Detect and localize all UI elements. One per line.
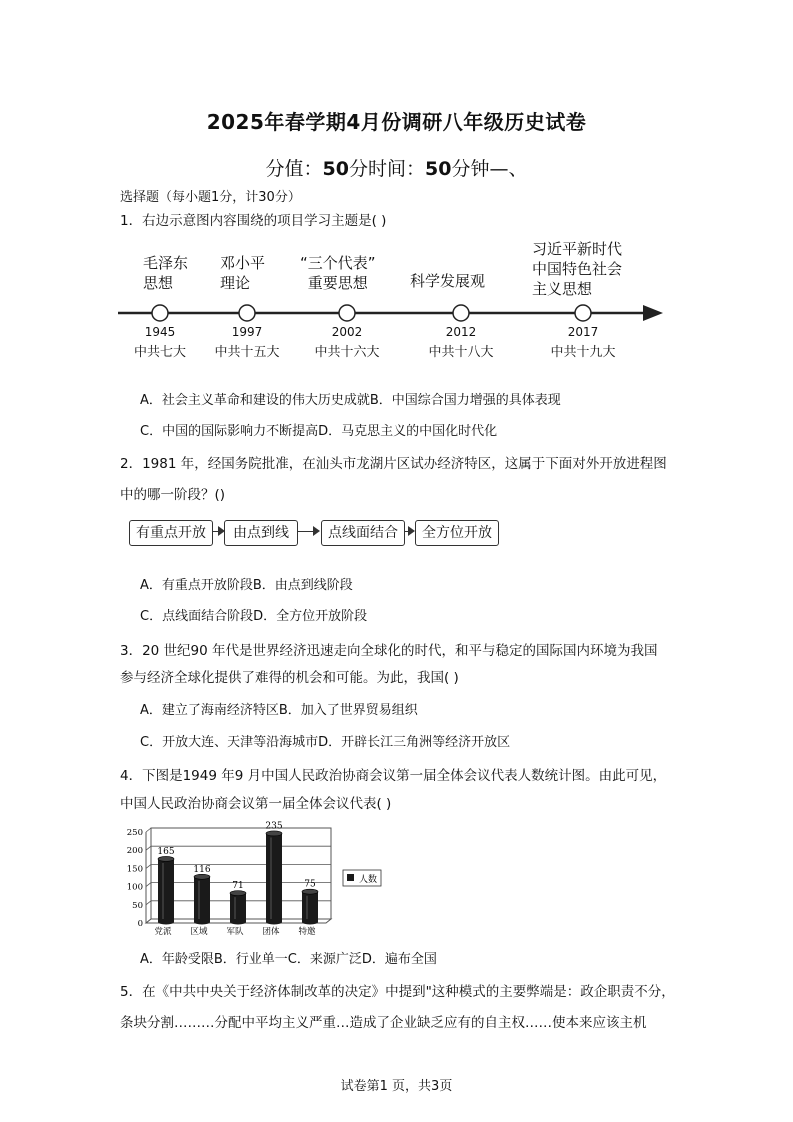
q4-stem-line2: 中国人民政治协商会议第一届全体会议代表( ) bbox=[120, 796, 392, 812]
bar-base bbox=[158, 920, 174, 925]
grid-line-side bbox=[146, 864, 151, 868]
timeline-node bbox=[152, 305, 168, 321]
bar-base bbox=[266, 920, 282, 925]
bar-top bbox=[230, 891, 246, 896]
timeline-year: 2002 bbox=[331, 325, 363, 339]
y-tick-label: 50 bbox=[132, 900, 143, 911]
q2-options-cd: C．点线面结合阶段D．全方位开放阶段 bbox=[140, 609, 368, 624]
flow-arrow-line bbox=[297, 531, 313, 532]
timeline-node bbox=[575, 305, 591, 321]
data-label: 165 bbox=[157, 846, 175, 857]
q4-options: A．年龄受限B．行业单一C．来源广泛D．遍布全国 bbox=[140, 952, 437, 967]
x-tick-label: 党派 bbox=[154, 927, 172, 937]
y-tick-label: 200 bbox=[126, 846, 143, 857]
bar-top bbox=[158, 856, 174, 861]
timeline-theme-3: “三个代表” 重要思想 bbox=[300, 254, 376, 292]
timeline-theme-4: 科学发展观 bbox=[410, 272, 486, 290]
bar-特邀 bbox=[302, 892, 318, 922]
data-label: 235 bbox=[265, 821, 283, 832]
data-label: 71 bbox=[232, 881, 244, 892]
q3-stem-line2: 参与经济全球化提供了难得的机会和可能。为此，我国( ) bbox=[120, 670, 459, 686]
grid-line-side bbox=[146, 901, 151, 905]
bar-base bbox=[230, 920, 246, 925]
bar-军队 bbox=[230, 893, 246, 922]
y-tick-label: 100 bbox=[126, 882, 143, 893]
legend-swatch bbox=[347, 874, 354, 881]
legend-label: 人数 bbox=[359, 875, 378, 885]
timeline-theme-1: 毛泽东 思想 bbox=[143, 254, 189, 292]
y-tick-label: 250 bbox=[126, 828, 143, 838]
flow-arrow-icon bbox=[408, 526, 415, 536]
timeline-year: 2017 bbox=[567, 325, 599, 339]
grid-line-side bbox=[146, 846, 151, 850]
bar-base bbox=[194, 920, 210, 925]
q4-stem-line1: 4．下图是1949 年9 月中国人民政治协商会议第一届全体会议代表人数统计图。由此可见， bbox=[120, 768, 667, 784]
flow-stage-4: 全方位开放 bbox=[415, 520, 499, 546]
q1-options-cd: C．中国的国际影响力不断提高D．马克思主义的中国化时代化 bbox=[140, 424, 498, 439]
q3-stem-line1: 3．20 世纪90 年代是世界经济迅速走向全球化的时代，和平与稳定的国际国内环境为我国 bbox=[120, 643, 658, 659]
q2-options-ab: A．有重点开放阶段B．由点到线阶段 bbox=[140, 578, 353, 593]
grid-line-side bbox=[146, 828, 151, 832]
timeline-theme-5: 习近平新时代 中国特色社会 主义思想 bbox=[532, 240, 623, 298]
y-tick-label: 0 bbox=[137, 919, 143, 929]
x-tick-label: 团体 bbox=[262, 927, 280, 937]
q5-stem-line2: 条块分割………分配中平均主义严重…造成了企业缺乏应有的自主权……使本来应该主机 bbox=[120, 1015, 647, 1031]
timeline-congress: 中共十九大 bbox=[550, 345, 616, 360]
flow-stage-2: 由点到线 bbox=[224, 520, 298, 546]
timeline-theme-2: 邓小平 理论 bbox=[220, 254, 266, 292]
bar-top bbox=[194, 874, 210, 879]
flow-stage-1: 有重点开放 bbox=[129, 520, 213, 546]
bar-top bbox=[302, 889, 318, 894]
timeline-year: 1997 bbox=[231, 325, 263, 339]
x-tick-label: 区域 bbox=[190, 927, 208, 937]
bar-区域 bbox=[194, 877, 210, 922]
timeline-node bbox=[239, 305, 255, 321]
q3-options-ab: A．建立了海南经济特区B．加入了世界贸易组织 bbox=[140, 703, 418, 718]
q1-stem: 1．右边示意图内容围绕的项目学习主题是( ) bbox=[120, 213, 387, 229]
q2-stem-line2: 中的哪一阶段？() bbox=[120, 487, 226, 503]
timeline-node bbox=[453, 305, 469, 321]
section-heading: 选择题（每小题1分，计30分） bbox=[120, 190, 301, 205]
exam-title: 2025年春学期4月份调研八年级历史试卷 bbox=[206, 110, 587, 134]
y-tick-label: 150 bbox=[126, 864, 143, 875]
timeline-congress: 中共十六大 bbox=[314, 345, 380, 360]
data-label: 75 bbox=[304, 879, 316, 890]
q2-stem-line1: 2．1981 年，经国务院批准，在汕头市龙湖片区试办经济特区，这属于下面对外开放进程图 bbox=[120, 456, 667, 472]
q1-options-ab: A．社会主义革命和建设的伟大历史成就B．中国综合国力增强的具体表现 bbox=[140, 393, 561, 408]
timeline-arrow-icon bbox=[643, 305, 663, 321]
timeline-congress: 中共七大 bbox=[133, 345, 186, 360]
bar-团体 bbox=[266, 833, 282, 922]
data-label: 116 bbox=[193, 864, 211, 875]
delegates-bar-chart bbox=[118, 815, 388, 939]
q5-stem-line1: 5．在《中共中央关于经济体制改革的决定》中提到"这种模式的主要弊端是：政企职责不分， bbox=[120, 984, 675, 1000]
timeline-year: 1945 bbox=[144, 325, 176, 339]
timeline-node bbox=[339, 305, 355, 321]
exam-subtitle: 分值：50分时间：50分钟—、 bbox=[265, 158, 528, 180]
flow-arrow-icon bbox=[313, 526, 320, 536]
x-tick-label: 特邀 bbox=[298, 927, 316, 937]
q3-options-cd: C．开放大连、天津等沿海城市D．开辟长江三角洲等经济开放区 bbox=[140, 735, 511, 750]
bar-base bbox=[302, 920, 318, 925]
grid-line-side bbox=[146, 883, 151, 887]
bar-党派 bbox=[158, 859, 174, 922]
x-tick-label: 军队 bbox=[226, 927, 244, 937]
timeline-congress: 中共十五大 bbox=[214, 345, 280, 360]
timeline-year: 2012 bbox=[445, 325, 477, 339]
flow-stage-3: 点线面结合 bbox=[321, 520, 405, 546]
timeline-congress: 中共十八大 bbox=[428, 345, 494, 360]
page-footer: 试卷第1 页，共3页 bbox=[340, 1079, 453, 1094]
bar-top bbox=[266, 831, 282, 836]
